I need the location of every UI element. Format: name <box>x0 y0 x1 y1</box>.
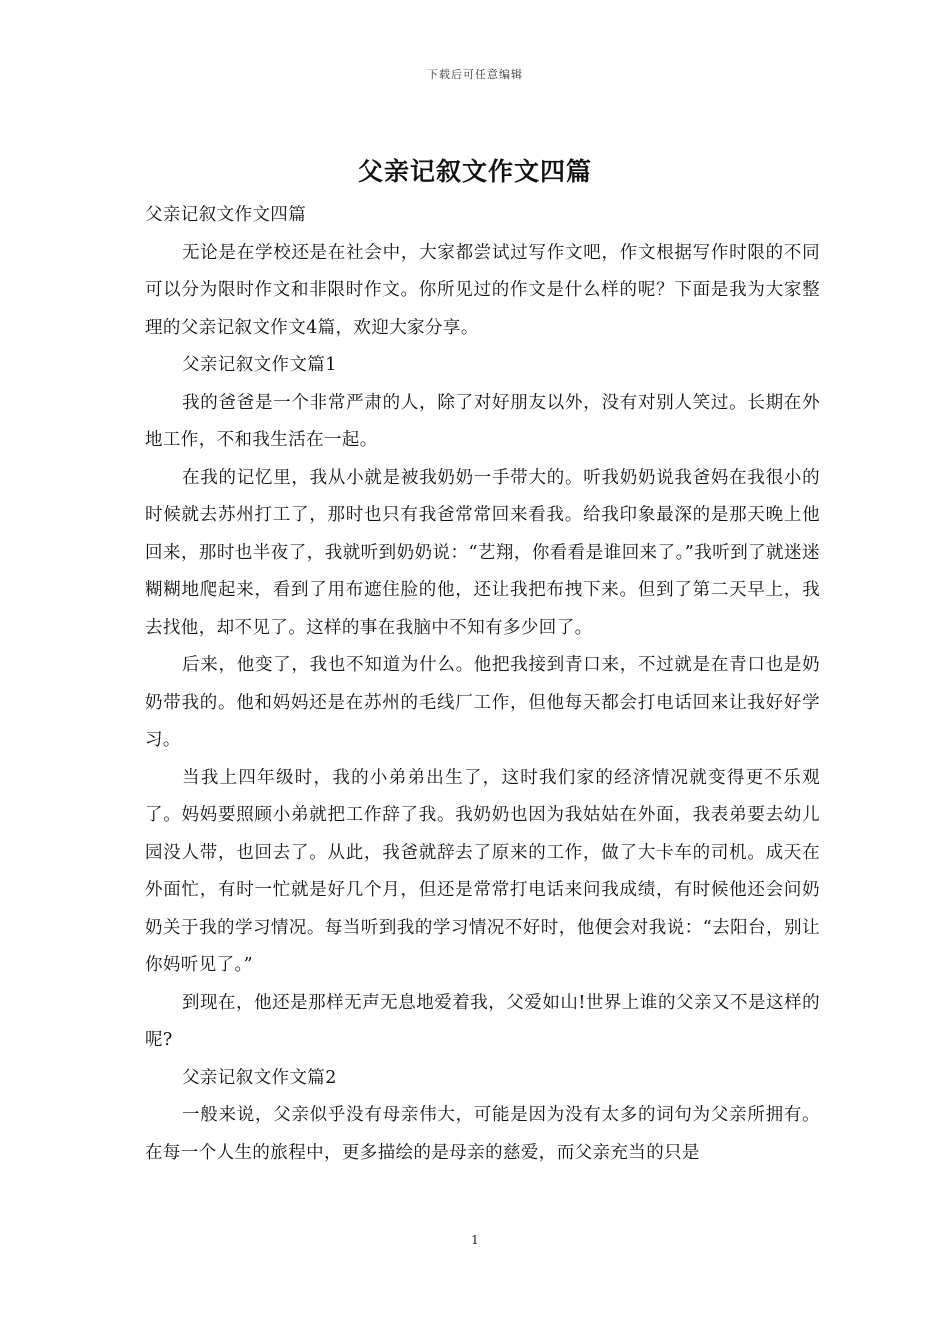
header-note: 下载后可任意编辑 <box>427 68 523 81</box>
section-heading-1: 父亲记叙文作文篇1 <box>182 355 337 375</box>
document-body <box>145 197 820 1172</box>
body-paragraph: 在我的记忆里，我从小就是被我奶奶一手带大的。听我奶奶说我爸妈在我很小的时候就去苏州打工了，那时也只有我爸常常回来看我。给我印象最深的是那天晚上他回来，那时也半夜了，我就听到奶奶说：“艺翔，你看看是谁回来了。”我听到了就迷迷糊糊地爬起来，看到了用布遮住脸的他，还让我把布拽下来。但到了第二天早上，我去找他，却不见了。这样的事在我脑中不知有多少回了。 <box>145 467 820 638</box>
page-number: 1 <box>471 1233 479 1247</box>
body-paragraph: 我的爸爸是一个非常严肃的人，除了对好朋友以外，没有对别人笑过。长期在外地工作，不和我生活在一起。 <box>145 392 820 450</box>
intro-paragraph: 无论是在学校还是在社会中，大家都尝试过写作文吧，作文根据写作时限的不同可以分为限时作文和非限时作文。你所见过的作文是什么样的呢？下面是我为大家整理的父亲记叙文作文4篇，欢迎大家分享。 <box>145 242 820 338</box>
body-paragraph: 到现在，他还是那样无声无息地爱着我，父爱如山!世界上谁的父亲又不是这样的呢? <box>145 992 820 1050</box>
subtitle-paragraph: 父亲记叙文作文四篇 <box>145 205 307 225</box>
body-paragraph: 后来，他变了，我也不知道为什么。他把我接到青口来，不过就是在青口也是奶奶带我的。他和妈妈还是在苏州的毛线厂工作，但他每天都会打电话回来让我好好学习。 <box>145 655 820 750</box>
document-title: 父亲记叙文作文四篇 <box>357 157 592 186</box>
body-paragraph: 当我上四年级时，我的小弟弟出生了，这时我们家的经济情况就变得更不乐观了。妈妈要照顾小弟就把工作辞了我。我奶奶也因为我姑姑在外面，我表弟要去幼儿园没人带，也回去了。从此，我爸就辞去了原来的工作，做了大卡车的司机。成天在外面忙，有时一忙就是好几个月，但还是常常打电话来问我成绩，有时候他还会问奶奶关于我的学习情况。每当听到我的学习情况不好时，他便会对我说：“去阳台，别让你妈听见了。” <box>145 767 820 975</box>
section-heading-2: 父亲记叙文作文篇2 <box>182 1067 337 1088</box>
body-paragraph: 一般来说，父亲似乎没有母亲伟大，可能是因为没有太多的词句为父亲所拥有。在每一个人生的旅程中，更多描绘的是母亲的慈爱，而父亲充当的只是 <box>145 1105 820 1163</box>
